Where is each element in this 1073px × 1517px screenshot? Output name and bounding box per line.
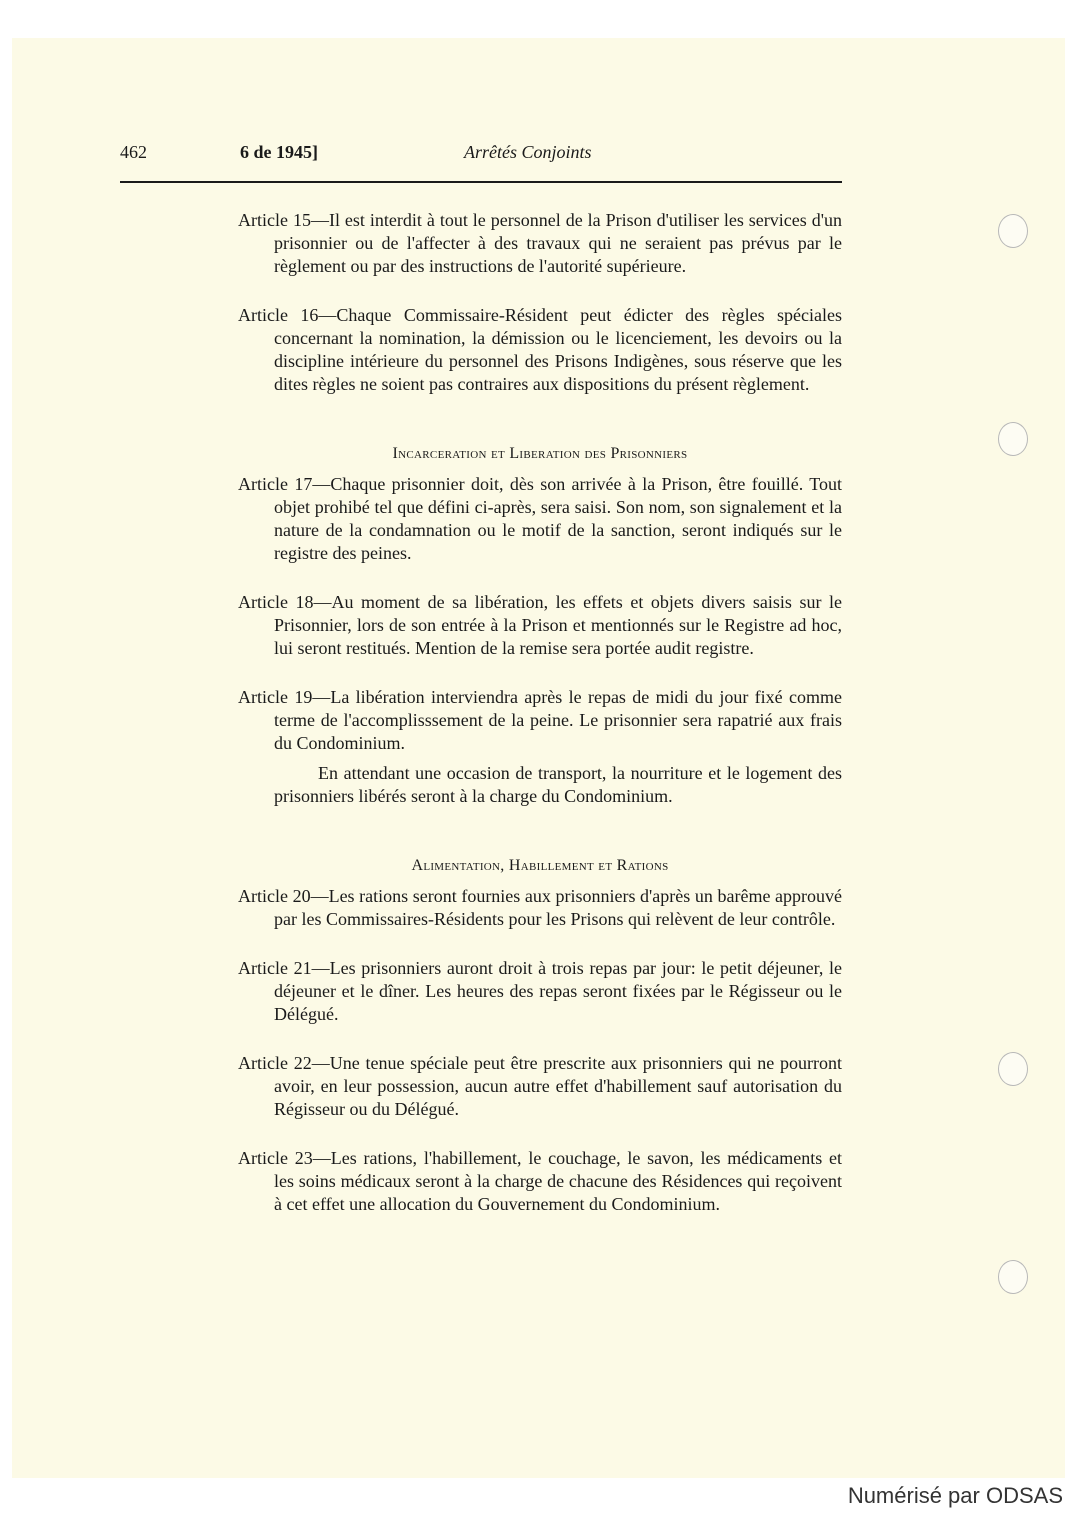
article-16: Article 16—Chaque Commissaire-Résident peut édicter des règles spéciales concernant la nomination, la démission ou le licenciement, les devoirs ou la discipline intérieure du personnel des Prisons Indigènes, sous réserve que les dites règles ne soient pas contraires aux dispositions du présent règlement. [238, 305, 842, 394]
punch-hole-icon [998, 422, 1028, 456]
article-15: Article 15—Il est interdit à tout le personnel de la Prison d'utiliser les services d'un prisonnier ou de l'affecter à des travaux qui ne seraient pas prévus par le règlement ou par des instructions de l'autorité supérieure. [238, 210, 842, 276]
article-18: Article 18—Au moment de sa libération, les effets et objets divers saisis sur le Prisonnier, lors de son entrée à la Prison et mentionnés sur le Registre ad hoc, lui seront restitués. Mention de la remise sera portée audit registre. [238, 592, 842, 658]
article-19-paragraph: En attendant une occasion de transport, la nourriture et le logement des prisonniers libérés seront à la charge du Condominium. [274, 763, 842, 806]
punch-hole-icon [998, 214, 1028, 248]
header-rule [120, 181, 842, 183]
punch-hole-icon [998, 1052, 1028, 1086]
article-23: Article 23—Les rations, l'habillement, le couchage, le savon, les médicaments et les soins médicaux seront à la charge de chacune des Résidences qui reçoivent à cet effet une allocation du Gouvernement du Condominium. [238, 1148, 842, 1214]
article-21: Article 21—Les prisonniers auront droit à trois repas par jour: le petit déjeuner, le déjeuner et le dîner. Les heures des repas seront fixées par le Régisseur ou le Délégué. [238, 958, 842, 1024]
article-22: Article 22—Une tenue spéciale peut être prescrite aux prisonniers qui ne pourront avoir, en leur possession, aucun autre effet d'habillement sauf autorisation du Régisseur ou du Délégué. [238, 1053, 842, 1119]
article-19: Article 19—La libération interviendra après le repas de midi du jour fixé comme terme de l'accomplisssement de la peine. Le prisonnier sera rapatrié aux frais du Condominium. [238, 687, 842, 753]
page-number: 462 [120, 142, 147, 162]
digitization-stamp: Numérisé par ODSAS [847, 1483, 1063, 1508]
document-page [12, 38, 1065, 1478]
section-heading-alimentation: Alimentation, Habillement et Rations [411, 857, 669, 874]
document-body [238, 209, 842, 1242]
running-title: Arrêtés Conjoints [464, 142, 592, 162]
section-heading-incarceration: Incarceration et Liberation des Prisonniers [392, 445, 688, 462]
page-header [120, 142, 842, 170]
issue-reference: 6 de 1945] [240, 142, 318, 162]
article-17: Article 17—Chaque prisonnier doit, dès son arrivée à la Prison, être fouillé. Tout objet prohibé tel que défini ci-après, sera saisi. Son nom, son signalement et la nature de la condamnation ou le motif de la sanction, seront indiqués sur le registre des peines. [238, 474, 842, 563]
punch-hole-icon [998, 1260, 1028, 1294]
article-20: Article 20—Les rations seront fournies aux prisonniers d'après un barême approuvé par les Commissaires-Résidents pour les Prisons qui relèvent de leur contrôle. [238, 886, 842, 929]
